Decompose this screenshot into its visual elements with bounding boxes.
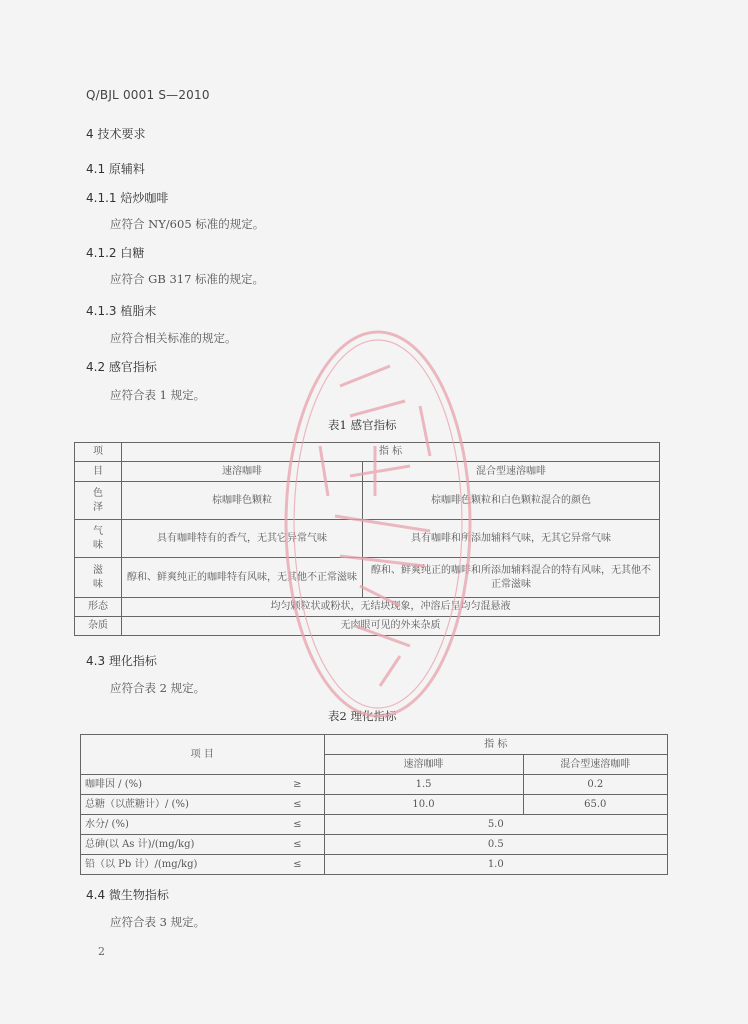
row-label: 色 泽 [75,482,122,520]
cell-mixed: 棕咖啡色颗粒和白色颗粒混合的颜色 [363,482,660,520]
section-4-2-text: 应符合表 1 规定。 [110,388,206,402]
cell-value: 5.0 [324,815,667,835]
table-row [75,482,660,520]
cell-instant: 10.0 [324,795,523,815]
cell-instant: 1.5 [324,775,523,795]
table-row [81,835,668,855]
item-label: 总糖（以蔗糖计）/ (%) [81,795,240,815]
table-row [81,775,668,795]
doc-code: Q/BJL 0001 S—2010 [86,88,210,102]
table2-caption: 表2 理化指标 [328,709,397,723]
cell-instant: 醇和、鲜爽纯正的咖啡特有风味，无其他不正常滋味 [122,558,363,598]
table1-col-instant: 速溶咖啡 [122,462,363,482]
cell-instant: 棕咖啡色颗粒 [122,482,363,520]
section-4-1-3-heading: 4.1.3 植脂末 [86,304,157,318]
table2-col-mixed: 混合型速溶咖啡 [523,755,667,775]
item-label: 咖啡因 / (%) [81,775,240,795]
page-number: 2 [98,945,105,958]
item-symbol: ≤ [239,795,324,815]
cell-value: 0.5 [324,835,667,855]
table1-col-mixed: 混合型速溶咖啡 [363,462,660,482]
table-row [75,558,660,598]
table2-col-instant: 速溶咖啡 [324,755,523,775]
form-value: 均匀颗粒状或粉状，无结块现象，冲溶后呈均匀混悬液 [122,598,660,617]
item-label: 水分/ (%) [81,815,240,835]
table-row [81,855,668,875]
item-symbol: ≤ [239,855,324,875]
section-4-1-1-text: 应符合 NY/605 标准的规定。 [110,217,265,231]
table1-head-item-2: 目 [75,462,122,482]
section-4-3-text: 应符合表 2 规定。 [110,681,206,695]
table-row [75,520,660,558]
cell-mixed: 65.0 [523,795,667,815]
cell-mixed: 醇和、鲜爽纯正的咖啡和所添加辅料混合的特有风味，无其他不正常滋味 [363,558,660,598]
table2-head-item: 项 目 [81,735,325,775]
sensory-table [74,442,660,636]
table2-head-index: 指 标 [324,735,667,755]
table1-head-item-1: 项 [75,443,122,462]
section-4-2-heading: 4.2 感官指标 [86,360,157,374]
item-label: 铅（以 Pb 计）/(mg/kg) [81,855,240,875]
item-symbol: ≤ [239,815,324,835]
physicochemical-table [80,734,668,875]
impurity-value: 无肉眼可见的外来杂质 [122,617,660,636]
table1-caption: 表1 感官指标 [328,418,397,432]
item-symbol: ≤ [239,835,324,855]
table-row [75,598,660,617]
impurity-label: 杂质 [75,617,122,636]
section-4-4-text: 应符合表 3 规定。 [110,915,206,929]
form-label: 形态 [75,598,122,617]
section-4-1-3-text: 应符合相关标准的规定。 [110,331,237,345]
item-symbol: ≥ [239,775,324,795]
cell-value: 1.0 [324,855,667,875]
section-4-3-heading: 4.3 理化指标 [86,654,157,668]
section-4-4-heading: 4.4 微生物指标 [86,888,169,902]
row-label: 滋 味 [75,558,122,598]
section-4-1-2-text: 应符合 GB 317 标准的规定。 [110,272,265,286]
section-4-1-heading: 4.1 原辅料 [86,162,145,176]
table-row [81,795,668,815]
cell-instant: 具有咖啡特有的香气，无其它异常气味 [122,520,363,558]
cell-mixed: 0.2 [523,775,667,795]
item-label: 总砷(以 As 计)/(mg/kg) [81,835,240,855]
row-label: 气 味 [75,520,122,558]
table-row [81,815,668,835]
table-row [75,617,660,636]
table1-head-index: 指 标 [122,443,660,462]
section-4-heading: 4 技术要求 [86,127,146,141]
cell-mixed: 具有咖啡和所添加辅料气味，无其它异常气味 [363,520,660,558]
table2-head-row [81,735,668,755]
section-4-1-2-heading: 4.1.2 白糖 [86,246,145,260]
section-4-1-1-heading: 4.1.1 焙炒咖啡 [86,191,169,205]
